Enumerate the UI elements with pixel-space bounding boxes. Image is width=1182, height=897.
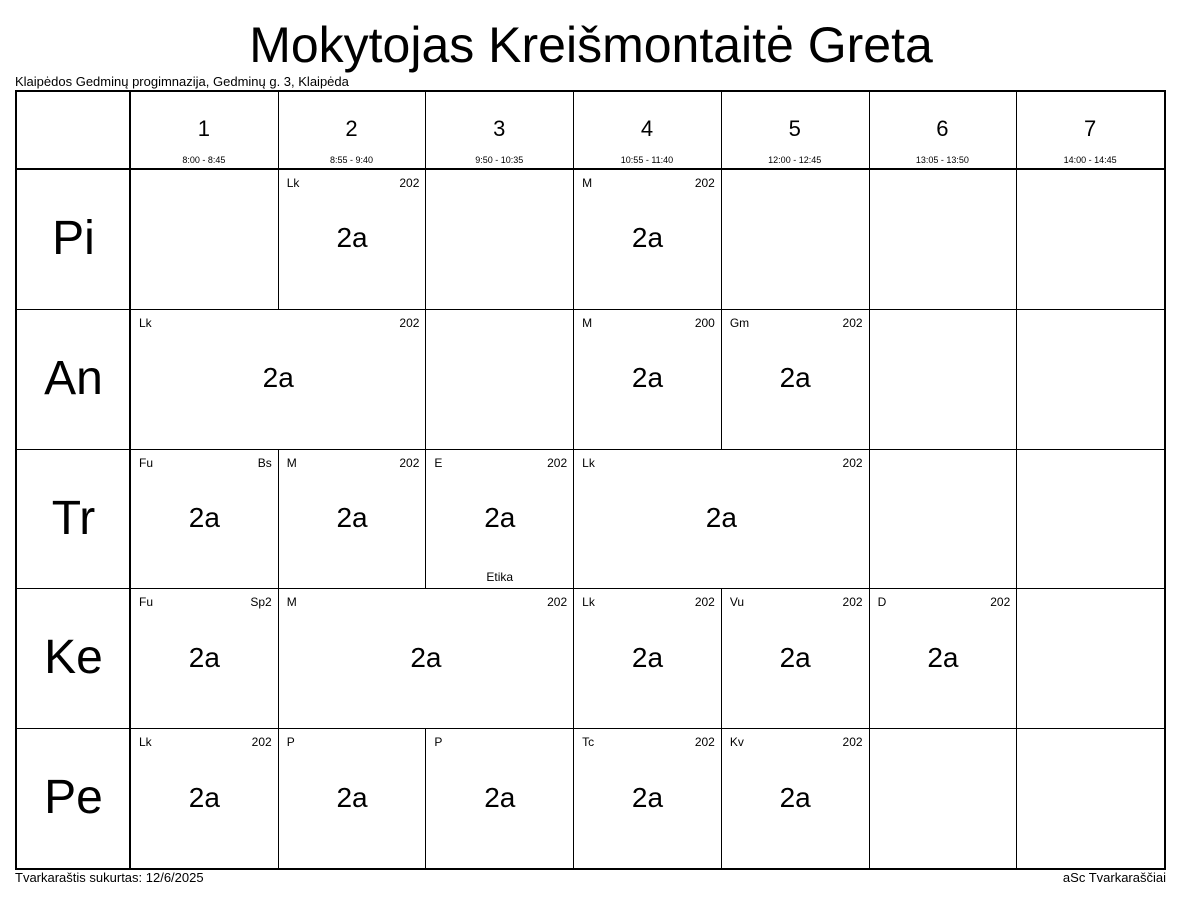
lesson-subject: Vu xyxy=(729,595,745,610)
lesson-room: 202 xyxy=(547,595,568,610)
lesson-room: 202 xyxy=(399,315,420,330)
lesson-subject: Lk xyxy=(582,455,595,470)
lesson-class: 2a xyxy=(410,641,442,673)
lesson-note: Etika xyxy=(486,570,514,585)
lesson-subject: D xyxy=(877,595,887,610)
timetable-grid xyxy=(15,90,1166,870)
lesson-subject: Lk xyxy=(139,735,152,750)
lesson-class: 2a xyxy=(336,781,368,813)
period-header xyxy=(573,92,721,169)
lesson-subject: M xyxy=(582,315,593,330)
period-header xyxy=(278,92,426,169)
period-time: 13:05 - 13:50 xyxy=(915,155,969,165)
lesson-class: 2a xyxy=(484,501,516,533)
lesson-room: 202 xyxy=(399,455,420,470)
lesson-class: 2a xyxy=(779,362,811,394)
period-header xyxy=(130,92,278,169)
lesson-class: 2a xyxy=(188,781,220,813)
day-label: Ke xyxy=(44,631,103,685)
lesson-room: 202 xyxy=(547,455,568,470)
lesson-class: 2a xyxy=(779,641,811,673)
lesson-class: 2a xyxy=(631,781,664,813)
lesson-room: 202 xyxy=(842,315,863,330)
period-number: 7 xyxy=(1084,116,1097,141)
lesson-cell[interactable] xyxy=(426,450,573,589)
period-number: 2 xyxy=(345,116,358,141)
lesson-subject: M xyxy=(286,455,297,470)
day-label: An xyxy=(44,351,103,405)
period-time: 9:50 - 10:35 xyxy=(475,155,524,165)
lesson-subject: M xyxy=(286,595,297,610)
lesson-room: 202 xyxy=(842,735,863,750)
lesson-room: 202 xyxy=(399,176,420,190)
lesson-cell[interactable] xyxy=(131,729,278,868)
lesson-cell[interactable] xyxy=(426,729,573,868)
lesson-subject: P xyxy=(434,735,443,750)
lesson-cell[interactable] xyxy=(574,310,721,449)
lesson-cell[interactable] xyxy=(279,450,426,589)
lesson-cell[interactable] xyxy=(722,310,869,449)
lesson-room: 202 xyxy=(990,595,1011,610)
lesson-class: 2a xyxy=(484,781,516,813)
period-header xyxy=(869,92,1017,169)
lesson-subject: Lk xyxy=(286,176,300,190)
lesson-cell[interactable] xyxy=(574,589,721,728)
period-number: 3 xyxy=(493,116,506,141)
lesson-room: 202 xyxy=(694,595,715,610)
created-date: Tvarkaraštis sukurtas: 12/6/2025 xyxy=(15,870,204,885)
lesson-room: 202 xyxy=(842,455,863,470)
lesson-class: 2a xyxy=(188,641,220,673)
grid-line-vertical xyxy=(1016,92,1017,868)
period-header xyxy=(1016,92,1164,169)
period-header xyxy=(721,92,869,169)
page-title: Mokytojas Kreišmontaitė Greta xyxy=(249,17,933,73)
lesson-subject: P xyxy=(286,735,295,750)
lesson-subject: Fu xyxy=(139,455,154,470)
lesson-class: 2a xyxy=(631,641,664,673)
lesson-room: 202 xyxy=(842,595,863,610)
lesson-subject: Kv xyxy=(729,735,744,750)
day-label: Pi xyxy=(52,212,95,265)
lesson-class: 2a xyxy=(631,362,664,394)
lesson-subject: M xyxy=(582,176,593,190)
lesson-cell[interactable] xyxy=(279,170,426,309)
day-label: Tr xyxy=(51,491,96,545)
period-number: 6 xyxy=(936,116,949,141)
lesson-class: 2a xyxy=(262,362,294,394)
lesson-class: 2a xyxy=(705,501,737,533)
period-number: 4 xyxy=(640,116,654,141)
lesson-room: 200 xyxy=(694,315,715,330)
lesson-class: 2a xyxy=(631,222,664,254)
period-time: 8:00 - 8:45 xyxy=(182,155,226,165)
period-time: 8:55 - 9:40 xyxy=(330,155,374,165)
lesson-room: 202 xyxy=(251,735,272,750)
period-time: 12:00 - 12:45 xyxy=(768,155,822,165)
lesson-class: 2a xyxy=(336,501,368,533)
lesson-cell[interactable] xyxy=(131,450,278,589)
school-address: Klaipėdos Gedminų progimnazija, Gedminų g. 3, Klaipėda xyxy=(15,74,349,89)
lesson-subject: E xyxy=(434,455,443,470)
period-number: 5 xyxy=(788,116,801,141)
lesson-room: 202 xyxy=(694,176,715,190)
lesson-cell[interactable] xyxy=(279,589,573,728)
lesson-cell[interactable] xyxy=(574,729,721,868)
lesson-room: Bs xyxy=(257,455,272,470)
lesson-class: 2a xyxy=(336,222,368,254)
period-time: 10:55 - 11:40 xyxy=(620,155,674,165)
period-number: 1 xyxy=(197,116,210,141)
lesson-class: 2a xyxy=(779,781,811,813)
lesson-subject: Tc xyxy=(582,735,595,750)
lesson-class: 2a xyxy=(927,641,959,673)
lesson-cell[interactable] xyxy=(722,729,869,868)
lesson-cell[interactable] xyxy=(574,170,721,309)
brand-label: aSc Tvarkaraščiai xyxy=(1062,870,1166,885)
lesson-subject: Fu xyxy=(139,595,154,610)
lesson-class: 2a xyxy=(188,501,220,533)
grid-line-vertical xyxy=(869,92,870,868)
lesson-subject: Lk xyxy=(582,595,595,610)
lesson-cell[interactable] xyxy=(279,729,426,868)
lesson-subject: Lk xyxy=(139,315,152,330)
period-header xyxy=(425,92,573,169)
lesson-cell[interactable] xyxy=(722,589,869,728)
period-time: 14:00 - 14:45 xyxy=(1063,155,1117,165)
lesson-subject: Gm xyxy=(729,315,750,330)
lesson-cell[interactable] xyxy=(131,310,425,449)
lesson-cell[interactable] xyxy=(870,589,1017,728)
lesson-cell[interactable] xyxy=(131,589,278,728)
lesson-room: 202 xyxy=(694,735,715,750)
lesson-cell[interactable] xyxy=(574,450,868,589)
lesson-room: Sp2 xyxy=(250,595,272,610)
day-label: Pe xyxy=(44,771,103,825)
